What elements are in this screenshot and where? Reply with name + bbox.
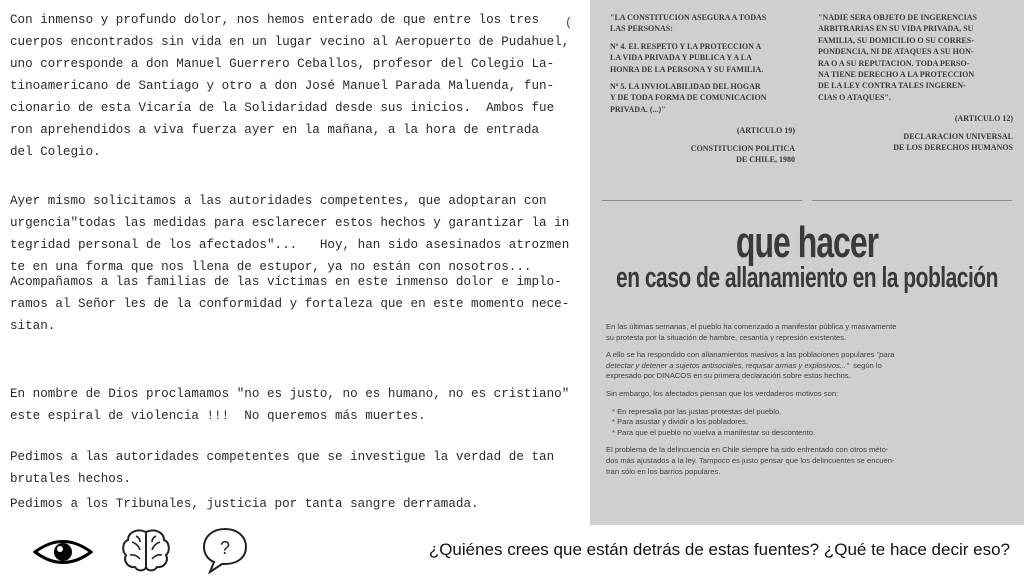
bottom-bar	[0, 525, 1024, 576]
typed-paragraph-2: Ayer mismo solicitamos a las autoridades competentes, que adoptaran con urgencia"todas las medidas para esclarecer estos hechos y garantizar la in tegridad personal de los afectados"... Hoy, han sido asesinados atrozmen te en una forma que nos llena de estupor, ya no están con nosotros...	[10, 194, 570, 274]
typed-paragraph-4: En nombre de Dios proclamamos "no es justo, no es humano, no es cristiano" este espiral de violencia !!! No queremos más muertes.	[10, 387, 570, 423]
list-item: * Para asustar y dividir a los pobladores.	[612, 417, 1010, 428]
typed-paragraph-5: Pedimos a las autoridades competentes que se investigue la verdad de tan brutales hechos.	[10, 450, 555, 486]
pamphlet-body	[606, 322, 1010, 484]
headline-line-2: en caso de allanamiento en la población	[616, 262, 998, 294]
body-paragraph-1: En las últimas semanas, el pueblo ha comenzado a manifestar pública y masivamente su protesta por la situación de hambre, cesantía y represión existentes.	[606, 322, 897, 342]
pamphlet-headline	[590, 217, 1024, 295]
declaration-quote: "NADIE SERA OBJETO DE INGERENCIAS ARBITRARIAS EN SU VIDA PRIVADA, SU FAMILIA, SU DOMICILIO O SU CORRES- PONDENCIA, NI DE ATAQUES A SU HON- RA O A SU REPUTACION. TODA PERSO- NA TIENE DERECHO A LA PROTECCION DE LA LEY CONTRA TALES INGEREN- CIAS O ATAQUES".	[818, 13, 977, 102]
eye-icon	[33, 537, 93, 572]
divider-left	[602, 200, 802, 201]
brain-icon	[120, 528, 172, 577]
list-item: * En represalia por las justas protestas del pueblo.	[612, 407, 1010, 418]
discussion-question: ¿Quiénes crees que están detrás de estas fuentes? ¿Qué te hace decir eso?	[428, 540, 1010, 559]
pamphlet-scan	[590, 0, 1024, 525]
typed-paragraph-1: Con inmenso y profundo dolor, nos hemos enterado de que entre los tres cuerpos encontrados sin vida en un lugar vecino al Aeropuerto de Pudahuel, uno corresponde a don Manuel Guerrero Ceballos, profesor del Colegio La- tinoamericano de Santiago y otro a don José Manuel Parada Maluenda, fun- cionario de esta Vicaría de la Solidaridad desde sus inicios. Ambos fue ron aprehendidos a viva fuerza ayer en la mañana, a la hora de entrada del Colegio.	[10, 13, 570, 159]
margin-mark: (	[565, 16, 573, 30]
constitution-item-4: Nº 4. EL RESPETO Y LA PROTECCION A LA VIDA PRIVADA Y PUBLICA Y A LA HONRA DE LA PERSONA Y SU FAMILIA.	[610, 41, 764, 74]
declaration-article: (ARTICULO 12)	[954, 114, 1013, 124]
question-bubble-icon	[200, 526, 250, 579]
body-paragraph-4: El problema de la delincuencia en Chile siempre ha sido enfrentado con otros méto- dos más ajustados a la ley. Tampoco es justo pensar que los delincuentes se encuen- tran sólo en los barrios populares.	[606, 445, 895, 476]
body-paragraph-2-quote: "para detectar y detener a sujetos antisociales, requisar armas y explosivos..."	[606, 350, 895, 370]
constitution-article: (ARTICULO 19)	[736, 126, 795, 136]
typed-paragraph-3: Acompañamos a las familias de las víctimas en este inmenso dolor e implo- ramos al Señor les de la conformidad y fortaleza que en este momento nece- sitan.	[10, 275, 570, 333]
headline-line-1: que hacer	[735, 217, 879, 267]
body-paragraph-2	[606, 350, 1010, 382]
divider-right	[812, 200, 1012, 201]
svg-text:?: ?	[219, 538, 231, 558]
declaration-source: DECLARACION UNIVERSAL DE LOS DERECHOS HUMANOS	[893, 131, 1013, 153]
body-paragraph-2-start: A ello se ha respondido con allanamientos masivos a las poblaciones populares	[606, 350, 877, 360]
body-paragraph-2-end: según lo expresado por DINACOS en su primera declaración sobre estos hechos.	[606, 360, 882, 381]
constitution-item-5: Nº 5. LA INVIOLABILIDAD DEL HOGAR Y DE TODA FORMA DE COMUNICACION PRIVADA. (...)"	[610, 82, 767, 114]
motives-list	[606, 407, 1010, 439]
constitution-intro: "LA CONSTITUCION ASEGURA A TODAS LAS PERSONAS:	[610, 13, 767, 34]
declaration-quote-column	[818, 12, 1013, 159]
typed-paragraph-6: Pedimos a los Tribunales, justicia por tanta sangre derramada.	[10, 497, 479, 511]
constitution-quote-column	[610, 12, 795, 171]
list-item: * Para que el pueblo no vuelva a manifestar su descontento.	[612, 428, 1010, 439]
body-paragraph-3: Sin embargo, los afectados piensan que los verdaderos motivos son:	[606, 388, 839, 398]
constitution-source: CONSTITUCION POLITICA DE CHILE, 1980	[690, 143, 795, 165]
